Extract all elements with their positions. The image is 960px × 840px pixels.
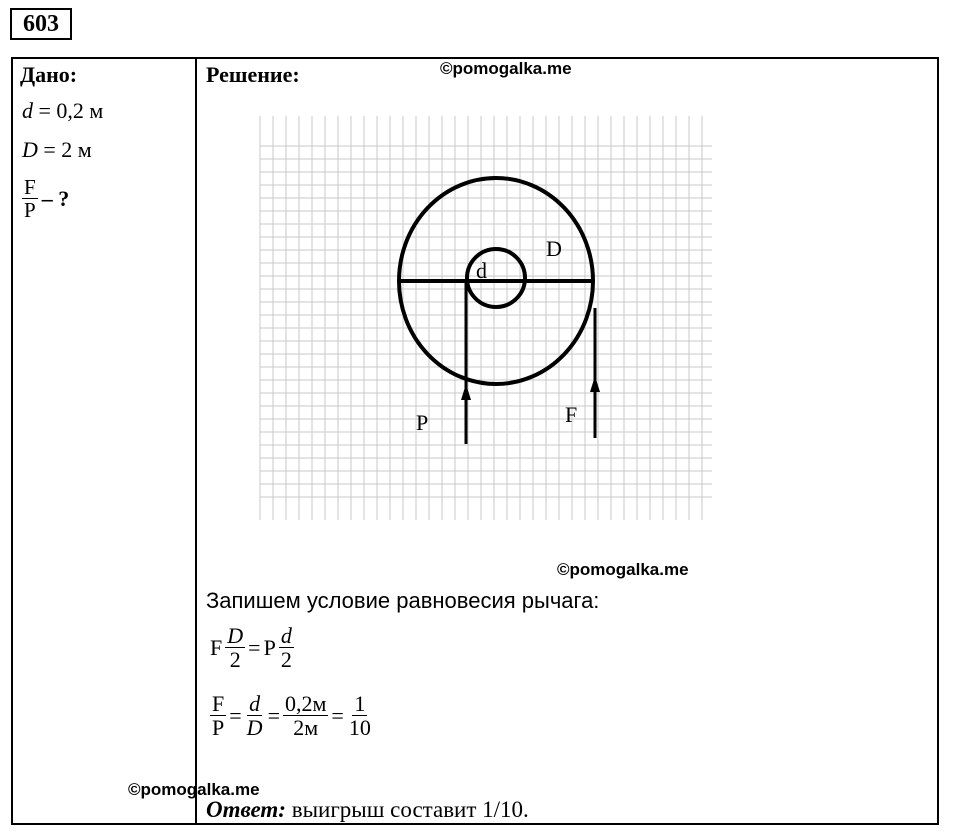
solution-title: Решение:: [206, 62, 300, 87]
given-D: [22, 137, 92, 163]
answer-label: Ответ:: [206, 797, 286, 822]
eq2-frac-FP: [210, 692, 226, 739]
eq2-frac-values: [283, 692, 328, 739]
watermark-middle: ©pomogalka.me: [557, 560, 689, 579]
question-mark: – ?: [41, 185, 70, 211]
eq2-D: D: [246, 715, 263, 741]
eq1-two-b: 2: [280, 647, 292, 673]
d-value: = 0,2 м: [38, 98, 104, 123]
d-symbol: d: [22, 98, 33, 123]
ratio-denominator: P: [24, 198, 36, 223]
equilibrium-text: Запишем условие равновесия рычага:: [206, 588, 600, 613]
eq2-equals-2: =: [267, 702, 280, 728]
watermark-top: ©pomogalka.me: [440, 59, 572, 78]
answer-text: выигрыш составит 1/10.: [291, 797, 529, 822]
given-d: [22, 98, 103, 124]
eq2-P: P: [212, 715, 225, 741]
D-value: = 2 м: [43, 137, 92, 162]
given-question: [22, 176, 69, 221]
problem-number: 603: [10, 8, 72, 40]
eq1-D: D: [227, 623, 244, 648]
eq1-frac-d: [279, 624, 294, 671]
eq2-one: 1: [354, 691, 366, 716]
arrow-P: [461, 384, 471, 400]
eq1-equals: =: [248, 634, 261, 660]
eq1-d: d: [280, 623, 292, 648]
label-F: F: [565, 402, 578, 427]
label-D: D: [546, 236, 562, 261]
eq1-two-a: 2: [229, 647, 241, 673]
column-divider: [195, 57, 197, 825]
equation-2: [210, 692, 373, 739]
label-d: d: [476, 258, 487, 283]
eq2-frac-result: [347, 692, 373, 739]
answer-line: [206, 797, 529, 823]
wheel-axle-figure: [250, 108, 730, 528]
eq2-equals-3: =: [331, 702, 344, 728]
ratio-numerator: F: [24, 175, 36, 199]
eq2-frac-dD: [245, 692, 265, 739]
eq2-equals-1: =: [229, 702, 242, 728]
eq2-d: d: [249, 691, 261, 716]
ratio-fraction: [22, 176, 38, 221]
D-symbol: D: [22, 137, 38, 162]
eq1-P: P: [263, 634, 276, 660]
eq2-ten: 10: [348, 715, 371, 741]
equation-1: [210, 624, 294, 671]
eq2-num: 0,2м: [284, 691, 327, 716]
eq2-F: F: [212, 691, 225, 716]
eq2-den: 2м: [293, 715, 319, 741]
eq1-frac-D: [225, 624, 245, 671]
given-title: Дано:: [20, 62, 78, 87]
eq1-F: F: [210, 634, 223, 660]
label-P: P: [416, 410, 429, 435]
watermark-bottom: ©pomogalka.me: [128, 780, 260, 799]
